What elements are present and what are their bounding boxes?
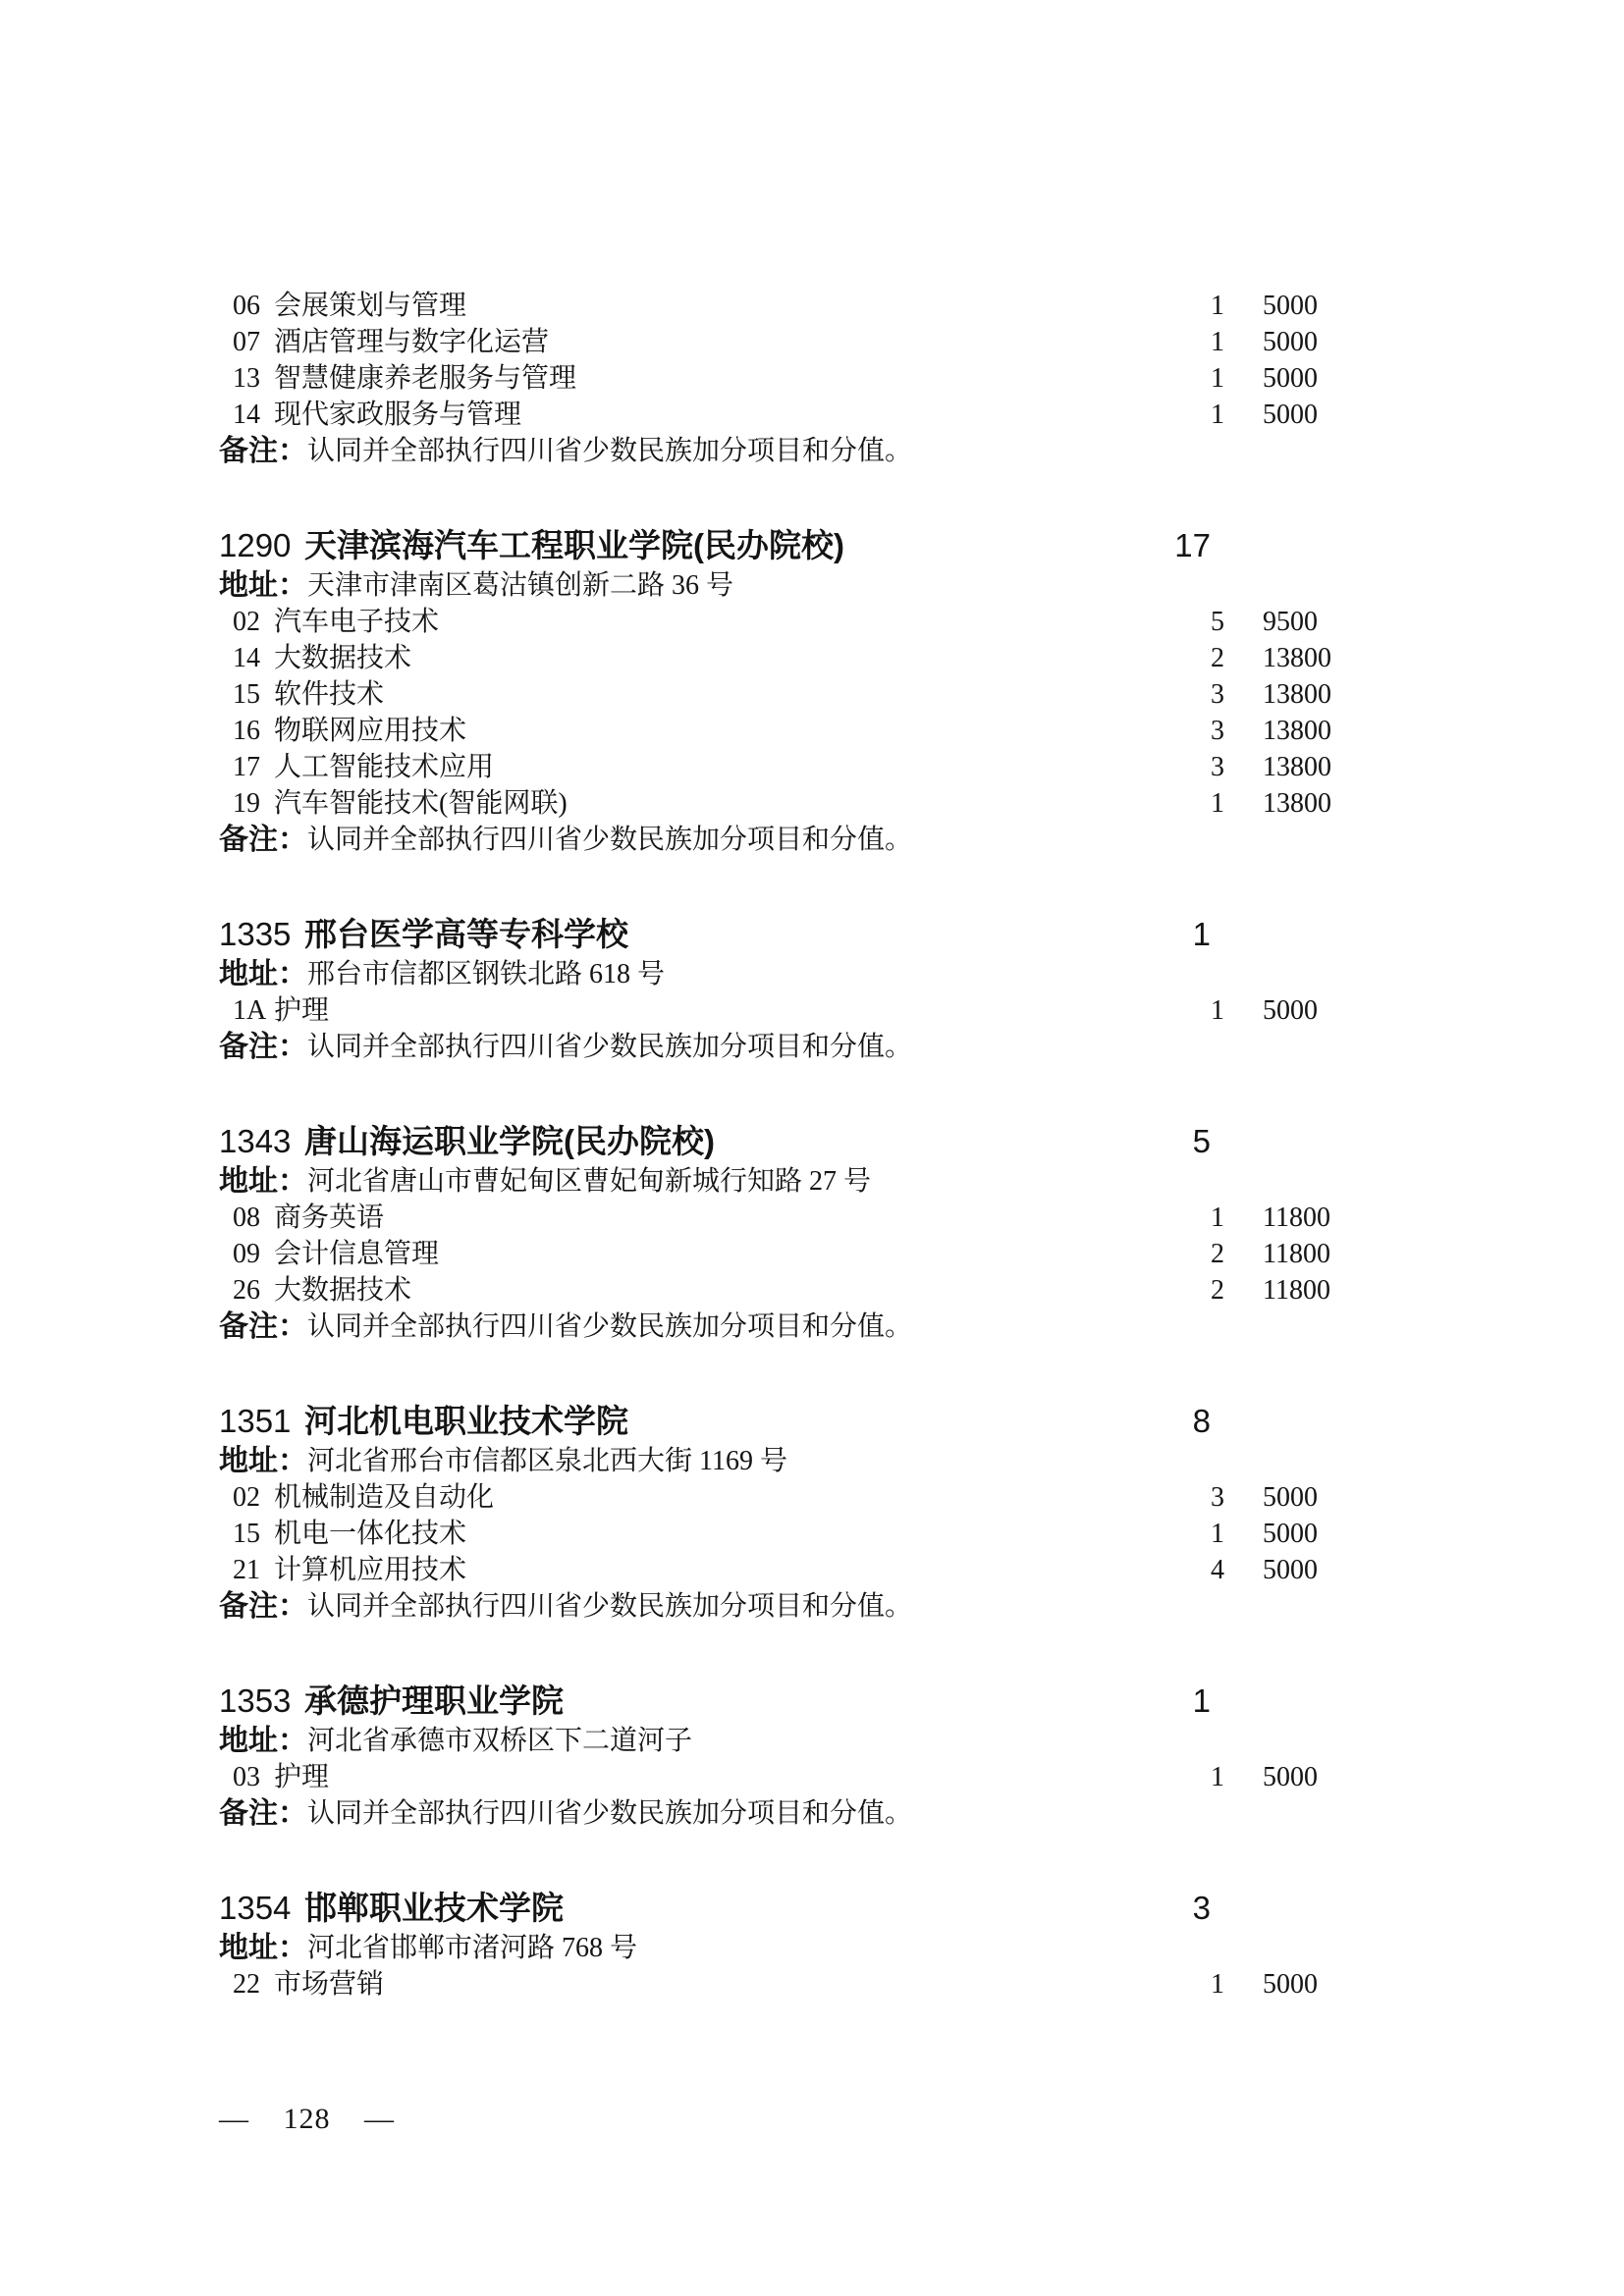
major-row: [219, 1516, 1624, 1552]
address-label: 地址：: [219, 1445, 307, 1477]
note-line: [219, 1588, 1624, 1625]
note-label: 备注：: [219, 435, 307, 467]
major-row: [219, 785, 1624, 822]
major-name: 汽车智能技术(智能网联): [274, 788, 568, 819]
section-continuation: [219, 288, 1624, 469]
major-name: 智慧健康养老服务与管理: [274, 363, 577, 394]
section-1354: [219, 1885, 1624, 2002]
major-code: 08: [233, 1202, 260, 1233]
major-name: 汽车电子技术: [274, 607, 440, 637]
school-header: [219, 522, 1624, 567]
address-value: 河北省邢台市信都区泉北西大街 1169 号: [307, 1446, 787, 1476]
address-value: 邢台市信都区钢铁北路 618 号: [307, 959, 666, 989]
major-name: 人工智能技术应用: [274, 752, 495, 782]
address-label: 地址：: [219, 1932, 307, 1964]
school-code: 1290: [219, 526, 292, 563]
major-count: 1: [1211, 327, 1224, 357]
major-row: [219, 749, 1624, 785]
major-code: 06: [233, 291, 260, 321]
major-fee: 5000: [1263, 327, 1318, 357]
major-fee: 9500: [1263, 607, 1318, 637]
school-total: 5: [1192, 1122, 1211, 1159]
major-code: 22: [233, 1969, 260, 2000]
school-code: 1351: [219, 1402, 292, 1439]
major-row: [219, 1200, 1624, 1236]
major-code: 26: [233, 1275, 260, 1306]
major-name: 护理: [274, 995, 330, 1026]
major-name: 大数据技术: [274, 1275, 412, 1306]
major-code: 14: [233, 643, 260, 673]
address-value: 河北省邯郸市渚河路 768 号: [307, 1933, 638, 1963]
address-line: [219, 1443, 1624, 1479]
note-text: 认同并全部执行四川省少数民族加分项目和分值。: [307, 1032, 913, 1062]
major-fee: 5000: [1263, 1969, 1318, 2000]
major-name: 软件技术: [274, 679, 385, 710]
major-row: [219, 1479, 1624, 1516]
major-fee: 11800: [1263, 1239, 1330, 1269]
major-fee: 5000: [1263, 995, 1318, 1026]
major-code: 09: [233, 1239, 260, 1269]
major-row: [219, 604, 1624, 640]
note-label: 备注：: [219, 1590, 307, 1623]
major-row: [219, 713, 1624, 749]
major-count: 1: [1211, 1202, 1224, 1233]
school-name: 承德护理职业学院: [304, 1682, 564, 1719]
note-label: 备注：: [219, 1031, 307, 1063]
major-code: 07: [233, 327, 260, 357]
note-text: 认同并全部执行四川省少数民族加分项目和分值。: [307, 1798, 913, 1829]
major-fee: 5000: [1263, 291, 1318, 321]
major-row: [219, 360, 1624, 397]
major-count: 4: [1211, 1555, 1224, 1585]
school-name: 天津滨海汽车工程职业学院(民办院校): [304, 526, 844, 563]
address-label: 地址：: [219, 569, 307, 602]
major-code: 17: [233, 752, 260, 782]
major-code: 15: [233, 1519, 260, 1549]
note-text: 认同并全部执行四川省少数民族加分项目和分值。: [307, 436, 913, 466]
major-count: 1: [1211, 1519, 1224, 1549]
note-label: 备注：: [219, 1310, 307, 1343]
major-fee: 5000: [1263, 400, 1318, 430]
note-line: [219, 822, 1624, 858]
address-label: 地址：: [219, 958, 307, 990]
school-code: 1343: [219, 1122, 292, 1159]
major-row: [219, 1966, 1624, 2002]
major-count: 3: [1211, 716, 1224, 746]
school-total: 1: [1192, 915, 1211, 952]
major-row: [219, 288, 1624, 324]
address-line: [219, 1930, 1624, 1966]
major-count: 2: [1211, 1239, 1224, 1269]
school-total: 8: [1192, 1402, 1211, 1439]
major-count: 1: [1211, 363, 1224, 394]
major-fee: 5000: [1263, 1762, 1318, 1792]
note-label: 备注：: [219, 824, 307, 856]
major-name: 计算机应用技术: [274, 1555, 467, 1585]
major-count: 1: [1211, 788, 1224, 819]
major-fee: 5000: [1263, 1519, 1318, 1549]
note-line: [219, 1308, 1624, 1345]
school-header: [219, 911, 1624, 956]
major-code: 21: [233, 1555, 260, 1585]
major-fee: 5000: [1263, 363, 1318, 394]
major-code: 14: [233, 400, 260, 430]
note-text: 认同并全部执行四川省少数民族加分项目和分值。: [307, 1591, 913, 1622]
major-fee: 13800: [1263, 788, 1331, 819]
major-row: [219, 1272, 1624, 1308]
major-fee: 5000: [1263, 1482, 1318, 1513]
major-count: 1: [1211, 995, 1224, 1026]
page-number: — 128 —: [219, 2103, 395, 2135]
major-name: 商务英语: [274, 1202, 385, 1233]
address-line: [219, 956, 1624, 992]
section-1343: [219, 1118, 1624, 1345]
major-code: 02: [233, 1482, 260, 1513]
major-code: 13: [233, 363, 260, 394]
major-name: 酒店管理与数字化运营: [274, 327, 550, 357]
major-count: 3: [1211, 752, 1224, 782]
major-count: 5: [1211, 607, 1224, 637]
major-row: [219, 1552, 1624, 1588]
major-count: 1: [1211, 400, 1224, 430]
school-total: 17: [1174, 526, 1211, 563]
major-name: 机械制造及自动化: [274, 1482, 495, 1513]
major-name: 会展策划与管理: [274, 291, 467, 321]
major-name: 护理: [274, 1762, 330, 1792]
major-row: [219, 992, 1624, 1029]
school-header: [219, 1885, 1624, 1930]
major-row: [219, 324, 1624, 360]
major-count: 3: [1211, 1482, 1224, 1513]
major-code: 02: [233, 607, 260, 637]
school-name: 邯郸职业技术学院: [304, 1889, 564, 1926]
major-fee: 13800: [1263, 716, 1331, 746]
note-label: 备注：: [219, 1797, 307, 1830]
note-line: [219, 1029, 1624, 1065]
school-header: [219, 1118, 1624, 1163]
major-row: [219, 676, 1624, 713]
section-1290: [219, 522, 1624, 858]
school-name: 唐山海运职业学院(民办院校): [304, 1122, 715, 1159]
major-count: 1: [1211, 1762, 1224, 1792]
major-count: 2: [1211, 1275, 1224, 1306]
address-label: 地址：: [219, 1725, 307, 1757]
address-line: [219, 1163, 1624, 1200]
major-row: [219, 1759, 1624, 1795]
section-1351: [219, 1398, 1624, 1625]
school-code: 1353: [219, 1682, 292, 1719]
major-code: 15: [233, 679, 260, 710]
school-name: 河北机电职业技术学院: [304, 1402, 628, 1439]
school-code: 1354: [219, 1889, 292, 1926]
address-value: 河北省承德市双桥区下二道河子: [307, 1726, 693, 1756]
major-fee: 13800: [1263, 752, 1331, 782]
major-code: 03: [233, 1762, 260, 1792]
major-count: 2: [1211, 643, 1224, 673]
major-row: [219, 397, 1624, 433]
major-fee: 11800: [1263, 1275, 1330, 1306]
major-fee: 5000: [1263, 1555, 1318, 1585]
school-header: [219, 1678, 1624, 1723]
note-text: 认同并全部执行四川省少数民族加分项目和分值。: [307, 1311, 913, 1342]
address-value: 河北省唐山市曹妃甸区曹妃甸新城行知路 27 号: [307, 1166, 872, 1197]
school-code: 1335: [219, 915, 292, 952]
section-1335: [219, 911, 1624, 1065]
note-line: [219, 1795, 1624, 1832]
major-count: 1: [1211, 291, 1224, 321]
school-header: [219, 1398, 1624, 1443]
major-row: [219, 640, 1624, 676]
major-name: 市场营销: [274, 1969, 385, 2000]
major-code: 19: [233, 788, 260, 819]
page-content: [219, 288, 1624, 2002]
major-name: 现代家政服务与管理: [274, 400, 522, 430]
major-count: 1: [1211, 1969, 1224, 2000]
major-code: 1A: [233, 995, 267, 1026]
address-value: 天津市津南区葛沽镇创新二路 36 号: [307, 570, 734, 601]
major-count: 3: [1211, 679, 1224, 710]
address-line: [219, 1723, 1624, 1759]
major-code: 16: [233, 716, 260, 746]
address-label: 地址：: [219, 1165, 307, 1198]
note-line: [219, 433, 1624, 469]
major-row: [219, 1236, 1624, 1272]
major-fee: 11800: [1263, 1202, 1330, 1233]
major-name: 会计信息管理: [274, 1239, 440, 1269]
school-total: 1: [1192, 1682, 1211, 1719]
major-name: 机电一体化技术: [274, 1519, 467, 1549]
school-name: 邢台医学高等专科学校: [304, 915, 628, 952]
address-line: [219, 567, 1624, 604]
major-name: 物联网应用技术: [274, 716, 467, 746]
note-text: 认同并全部执行四川省少数民族加分项目和分值。: [307, 825, 913, 855]
major-name: 大数据技术: [274, 643, 412, 673]
school-total: 3: [1192, 1889, 1211, 1926]
major-fee: 13800: [1263, 643, 1331, 673]
section-1353: [219, 1678, 1624, 1832]
major-fee: 13800: [1263, 679, 1331, 710]
